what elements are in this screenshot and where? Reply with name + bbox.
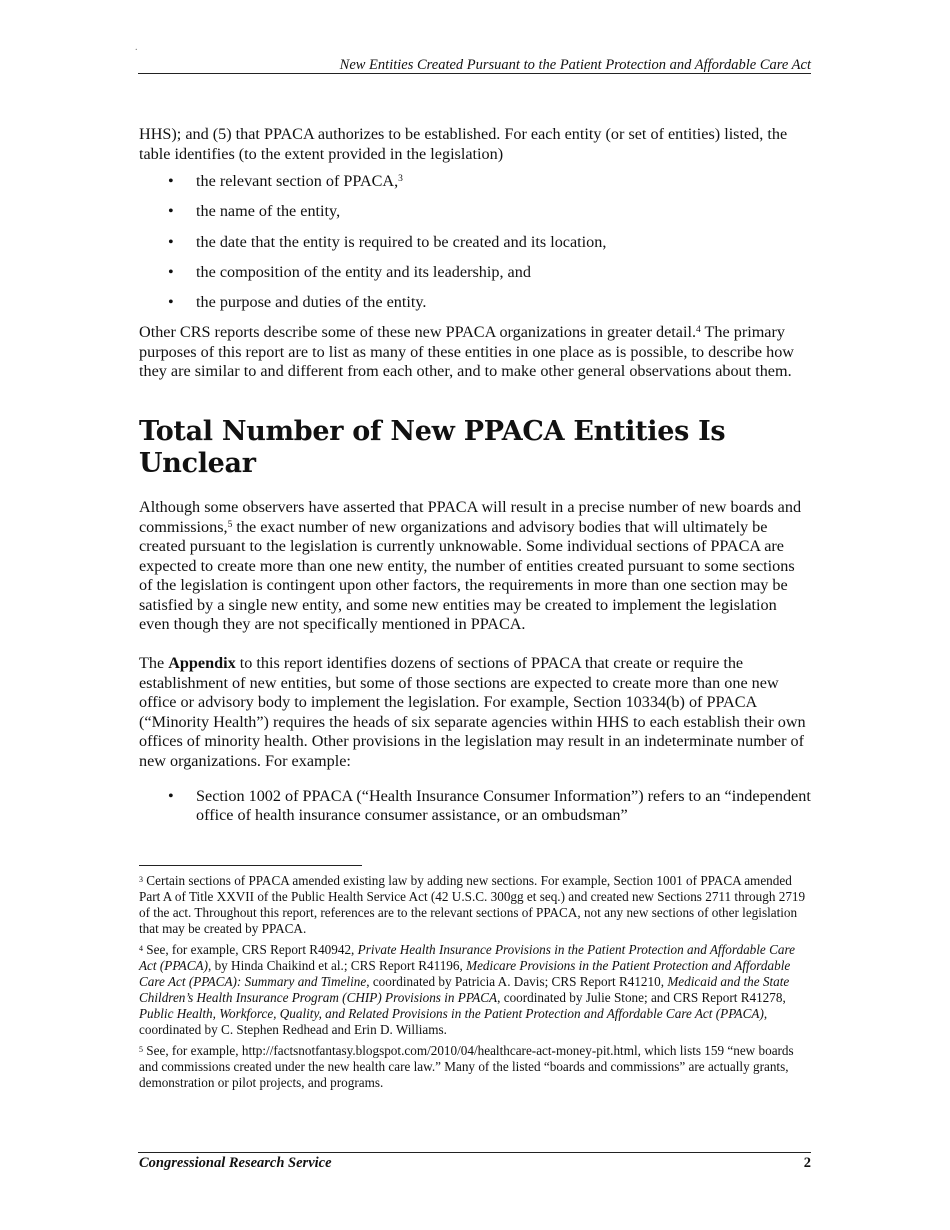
appendix-link[interactable]: Appendix [168, 654, 236, 673]
footer-rule [138, 1152, 811, 1153]
bullet-icon: • [168, 202, 174, 221]
bullet-icon: • [168, 262, 174, 281]
page-number: 2 [803, 1155, 811, 1171]
footnote-ref-3[interactable]: 3 [398, 174, 403, 185]
footer-publisher: Congressional Research Service [139, 1155, 332, 1171]
footnote-separator [139, 865, 362, 866]
list-item: • the relevant section of PPACA,$^3$ [168, 172, 403, 191]
list-item: • the name of the entity, [168, 202, 341, 221]
intro-paragraph: HHS); and (5) that PPACA authorizes to be established. For each entity (or set of entities) listed, the table identifies (to the extent provided in the legislation) [139, 125, 788, 163]
page-body [139, 125, 811, 836]
footnote-5: $^5$ See, for example, http://factsnotfantasy.blogspot.com/2010/04/healthcare-act-money-pit.html, which lists 159 “new boards and commissions created under the new health care law.” Many of the listed “boards and commissions” are actually grants, demonstration or pilot projects, and programs. [139, 1043, 794, 1090]
running-header-title: New Entities Created Pursuant to the Patient Protection and Affordable Care Act [339, 57, 811, 73]
other-reports-paragraph: Other CRS reports describe some of these new PPACA organizations in greater detail.$^4$ The primary purposes of this report are to list as many of these entities in one place as is possible, to describe how they are similar to and different from each other, and to make other general observations about them. [139, 323, 794, 381]
example-list [139, 787, 811, 826]
footnote-3: $^3$ Certain sections of PPACA amended existing law by adding new sections. For example, Section 1001 of PPACA amended Part A of Title XXVII of the Public Health Service Act (42 U.S.C. 300gg et seq.) and created new Sections 2711 through 2719 of the act. Throughout this report, references are to the relevant sections of PPACA, not any new sections of other legislation that may be created by PPACA. [139, 873, 806, 936]
observers-paragraph: Although some observers have asserted that PPACA will result in a precise number of new boards and commissions,$^5$ the exact number of new organizations and advisory bodies that will ultimately be created pursuant to the legislation is currently unknowable. Some individual sections of PPACA are expected to create more than one new entity, the number of entities created pursuant to some sections of the legislation is contingent upon other factors, the requirements in more than one section may be satisfied by a single new entity, and some new entities may be created to implement the legislation even though they are not specifically mentioned in PPACA. [139, 497, 802, 634]
list-item: • the date that the entity is required to be created and its location, [168, 232, 607, 251]
list-item: • Section 1002 of PPACA (“Health Insurance Consumer Information”) refers to an “independent office of health insurance consumer assistance, or an ombudsman” [168, 786, 811, 825]
header-marker: . [135, 42, 138, 53]
bullet-icon: • [168, 232, 174, 251]
list-item: • the composition of the entity and its leadership, and [168, 262, 531, 281]
footnote-ref-5[interactable]: 5 [227, 519, 233, 530]
table-fields-list [139, 172, 811, 312]
bullet-icon: • [168, 172, 174, 191]
footnotes [139, 873, 811, 1096]
footnote-ref-4[interactable]: 4 [696, 325, 701, 336]
header-rule [138, 73, 811, 74]
list-item: • the purpose and duties of the entity. [168, 292, 427, 311]
section-heading: Total Number of New PPACA Entities Is Unclear [139, 415, 726, 479]
bullet-icon: • [168, 786, 174, 805]
footnote-4: $^4$ See, for example, CRS Report R40942, Private Health Insurance Provisions in the Patient Protection and Affordable Care Act (PPACA), by Hinda Chaikind et al.; CRS Report R41196, Medicare Provisions in the Patient Protection and Affordable Care Act (PPACA): Summary and Timeline, coordinated by Patricia A. Davis; CRS Report R41210, Medicaid and the State Children’s Health Insurance Program (CHIP) Provisions in PPACA, coordinated by Julie Stone; and CRS Report R41278, Public Health, Workforce, Quality, and Related Provisions in the Patient Protection and Affordable Care Act (PPACA), coordinated by C. Stephen Redhead and Erin D. Williams. [139, 942, 795, 1037]
bullet-icon: • [168, 292, 174, 311]
appendix-paragraph: The Appendix to this report identifies dozens of sections of PPACA that create or require the establishment of new entities, but some of those sections are expected to create more than one new office or advisory body to implement the legislation. For example, Section 10334(b) of PPACA (“Minority Health”) requires the heads of six separate agencies within HHS to each establish their own offices of minority health. Other provisions in the legislation may result in an indeterminate number of new organizations. For example: [139, 654, 806, 771]
